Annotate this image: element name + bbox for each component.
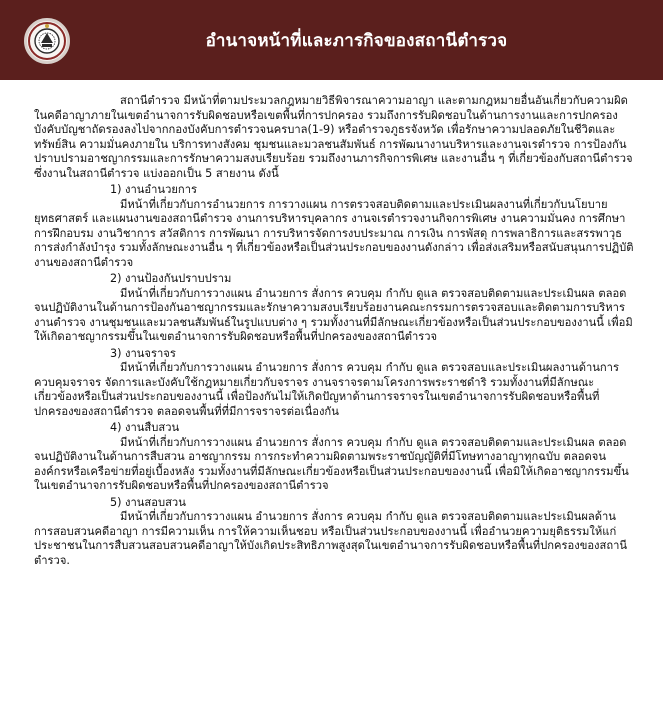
page-title: อำนาจหน้าที่และภารกิจของสถานีตำรวจ (205, 30, 508, 51)
document-body (34, 94, 634, 568)
intro-paragraph: สถานีตำรวจ มีหน้าที่ตามประมวลกฎหมายวิธีพิจารณาความอาญา และตามกฎหมายอื่นอันเกี่ยวกับความผิดในคดีอาญาภายในเขตอำนาจการรับผิดชอบหรือเขตพื้นที่การปกครอง รวมถึงการรับผิดชอบในด้านการงานและการปกครองบังคับบัญชาถัดรองลงไปจากกองบังคับการตำรวจนครบาล(1-9) หรือตำรวจภูธรจังหวัด เพื่อรักษาความปลอดภัยในชีวิตและทรัพย์สิน ความมั่นคงภายใน บริการทางสังคม ชุมชนและมวลชนสัมพันธ์ การพัฒนางานบริหารและงานจเรตำรวจ การป้องกันปราบปรามอาชญากรรมและการรักษาความสงบเรียบร้อย รวมถึงงานภารกิจการพิเศษ และงานอื่น ๆ ที่เกี่ยวข้องกับสถานีตำรวจ ซึ่งงานในสถานีตำรวจ แบ่งออกเป็น 5 สายงาน ดังนี้ (34, 94, 633, 180)
page-header (0, 0, 663, 80)
section-heading: 3) งานจราจร (110, 346, 176, 360)
section-heading: 2) งานป้องกันปราบปราม (110, 272, 232, 285)
section-body: มีหน้าที่เกี่ยวกับการวางแผน อำนวยการ สั่งการ ควบคุม กำกับ ดูแล ตรวจสอบติดตามและประเมินผลด้านการสอบสวนคดีอาญา การมีความเห็น การให้ความเห็นชอบ หรือเป็นส่วนประกอบของงานนี้ เพื่ออำนวยความยุติธรรมให้แก่ประชาชนในการสืบสวนสอบสวนคดีอาญาให้บังเกิดประสิทธิภาพสูงสุดในเขตอำนาจการรับผิดชอบหรือพื้นที่ปกครองของสถานีตำรวจ. (34, 510, 628, 567)
section-heading: 4) งานสืบสวน (110, 421, 180, 434)
section-body: มีหน้าที่เกี่ยวกับการวางแผน อำนวยการ สั่งการ ควบคุม กำกับ ดูแล ตรวจสอบติดตามและประเมินผล ตลอดจนปฏิบัติงานในด้านการสืบสวน อาชญากรรม การกระทำความผิดตามพระราชบัญญัติที่มีโทษทางอาญาทุกฉบับ ตลอดจนองค์กรหรือเครือข่ายที่อยู่เบื้องหลัง รวมทั้งงานที่มีลักษณะเกี่ยวข้องหรือเป็นส่วนประกอบของงานนี้ เพื่อมิให้เกิดอาชญากรรมขึ้นในเขตอำนาจการรับผิดชอบหรือพื้นที่ปกครองของสถานีตำรวจ (34, 435, 629, 492)
section-body: มีหน้าที่เกี่ยวกับการวางแผน อำนวยการ สั่งการ ควบคุม กำกับ ดูแล ตรวจสอบและประเมินผลงานด้านการควบคุมจราจร จัดการและบังคับใช้กฎหมายเกี่ยวกับจราจร งานจราจรตามโครงการพระราชดำริ รวมทั้งงานที่มีลักษณะเกี่ยวข้องหรือเป็นส่วนประกอบของงานนี้ เพื่อป้องกันไม่ให้เกิดปัญหาด้านการจราจรในเขตอำนาจการรับผิดชอบหรือพื้นที่ปกครองของสถานีตำรวจ ตลอดจนพื้นที่ที่มีการจราจรต่อเนื่องกัน (34, 361, 619, 418)
section-heading: 1) งานอำนวยการ (110, 183, 197, 196)
section-body: มีหน้าที่เกี่ยวกับการอำนวยการ การวางแผน การตรวจสอบติดตามและประเมินผลงานที่เกี่ยวกับนโยบาย ยุทธศาสตร์ และแผนงานของสถานีตำรวจ งานการบริหารบุคลากร งานจเรตำรวจงานกิจการพิเศษ งานความมั่นคง การศึกษา การฝึกอบรม งานวิชาการ สวัสดิการ การพัฒนา การบริหารจัดการงบประมาณ การเงิน การพัสดุ การพลาธิการและสรรพาวุธ การส่งกำลังบำรุง รวมทั้งลักษณะงานอื่น ๆ ที่เกี่ยวข้องหรือเป็นส่วนประกอบของงานดังกล่าว เพื่อส่งเสริมหรือสนับสนุนการปฏิบัติงานของสถานีตำรวจ (34, 197, 634, 269)
royal-thai-police-emblem-icon (27, 21, 67, 61)
police-emblem-logo (24, 18, 70, 64)
section-heading: 5) งานสอบสวน (110, 495, 186, 509)
section-body: มีหน้าที่เกี่ยวกับการวางแผน อำนวยการ สั่งการ ควบคุม กำกับ ดูแล ตรวจสอบติดตามและประเมินผล ตลอดจนปฏิบัติงานในด้านการป้องกันอาชญากรรมและรักษาความสงบเรียบร้อยงานคณะกรรมการตรวจสอบและติดตามการบริหารงานตำรวจ งานชุมชนและมวลชนสัมพันธ์ในรูปแบบต่าง ๆ รวมทั้งงานที่มีลักษณะเกี่ยวข้องหรือเป็นส่วนประกอบของงานนี้ เพื่อมิให้เกิดอาชญากรรมขึ้นในเขตอำนาจการรับผิดชอบหรือพื้นที่ปกครองของสถานีตำรวจ (34, 286, 633, 343)
